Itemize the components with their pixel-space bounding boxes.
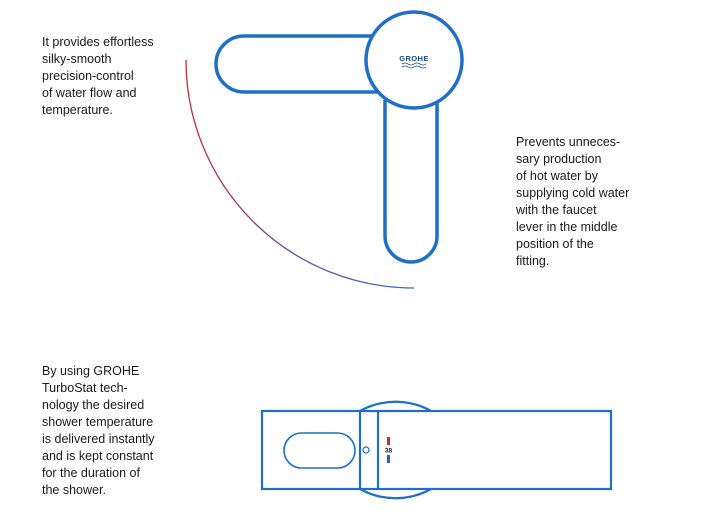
hot-marker — [387, 437, 390, 445]
thermostat-plate — [262, 411, 611, 489]
temperature-value: 38 — [384, 447, 393, 455]
thermostat-rosette-bottom — [360, 489, 431, 498]
caption-precision-control: It provides effortless silky-smooth precision-control of water flow and temperature. — [42, 35, 154, 117]
caption-cold-water-middle: Prevents unneces- sary production of hot water by supplying cold water with the faucet lever in the middle position of the fitting. — [516, 135, 630, 268]
cold-marker — [387, 455, 390, 463]
faucet-lever — [216, 12, 462, 262]
lever-body — [385, 100, 437, 262]
grohe-logo-text: GROHE — [399, 54, 429, 63]
thermostat — [262, 402, 611, 498]
thermostat-rosette-top — [360, 402, 431, 411]
caption-turbostat: By using GROHE TurboStat tech- nology the desired shower temperature is delivered instantly and is kept constant for the duration of the shower. — [42, 364, 155, 497]
